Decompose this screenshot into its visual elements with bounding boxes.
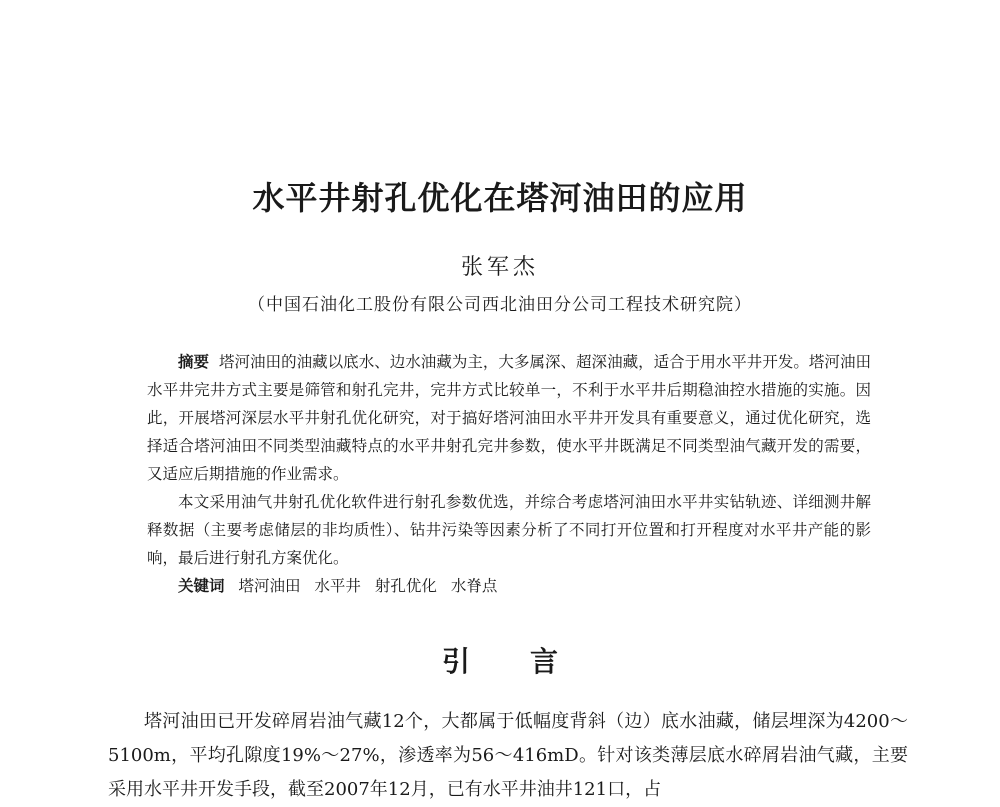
section-heading-char: 引 bbox=[441, 645, 470, 678]
author-name: 张军杰 bbox=[460, 255, 539, 280]
section-heading-introduction bbox=[0, 640, 1000, 680]
keyword-item: 射孔优化 bbox=[374, 577, 437, 595]
author-affiliation: （中国石油化工股份有限公司西北油田分公司工程技术研究院） bbox=[248, 295, 752, 315]
abstract-paragraph-1 bbox=[147, 348, 871, 488]
body-paragraph: 塔河油田已开发碎屑岩油气藏12个，大都属于低幅度背斜（边）底水油藏，储层埋深为4200～5100m，平均孔隙度19%～27%，渗透率为56～416mD。针对该类薄层底水碎屑岩油气藏，主要采用水平井开发手段，截至2007年12月，已有水平井油井121口，占 bbox=[108, 711, 908, 800]
paper-title: 水平井射孔优化在塔河油田的应用 bbox=[252, 179, 748, 217]
abstract-label: 摘要 bbox=[178, 353, 210, 371]
keyword-item: 水脊点 bbox=[450, 577, 498, 595]
section-heading-char: 言 bbox=[530, 645, 559, 678]
abstract-block bbox=[147, 348, 871, 600]
abstract-text-1: 塔河油田的油藏以底水、边水油藏为主，大多属深、超深油藏，适合于用水平井开发。塔河油田水平井完井方式主要是筛管和射孔完井，完井方式比较单一，不利于水平井后期稳油控水措施的实施。因此，开展塔河深层水平井射孔优化研究，对于搞好塔河油田水平井开发具有重要意义，通过优化研究，选择适合塔河油田不同类型油藏特点的水平井射孔完井参数，使水平井既满足不同类型油气藏开发的需要，又适应后期措施的作业需求。 bbox=[147, 353, 871, 483]
keyword-item: 塔河油田 bbox=[238, 577, 301, 595]
keyword-item: 水平井 bbox=[314, 577, 361, 595]
keywords-label: 关键词 bbox=[178, 577, 225, 595]
body-text-block bbox=[108, 705, 908, 807]
keywords-line bbox=[147, 572, 871, 600]
abstract-paragraph-2: 本文采用油气井射孔优化软件进行射孔参数优选，并综合考虑塔河油田水平井实钻轨迹、详细测井解释数据（主要考虑储层的非均质性）、钻井污染等因素分析了不同打开位置和打开程度对水平井产能的影响，最后进行射孔方案优化。 bbox=[147, 493, 871, 567]
